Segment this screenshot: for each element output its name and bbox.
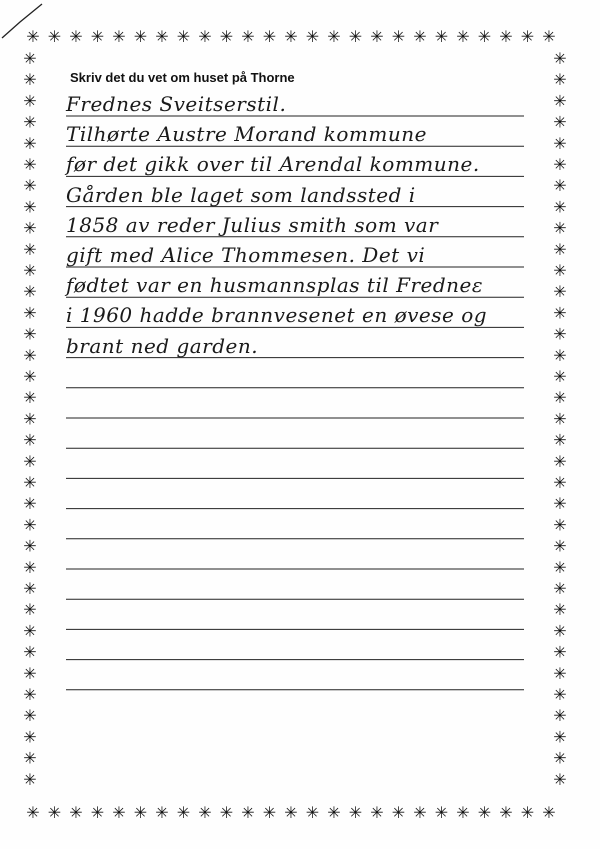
border-star-icon: ✳: [327, 27, 341, 46]
border-star-icon: ✳: [553, 155, 567, 174]
border-star-icon: ✳: [23, 451, 37, 471]
border-star-icon: ✳: [391, 803, 406, 822]
border-star-icon: ✳: [23, 536, 37, 556]
border-star-icon: ✳: [23, 494, 37, 514]
border-star-icon: ✳: [553, 473, 567, 492]
border-star-icon: ✳: [477, 803, 492, 822]
border-star-icon: ✳: [23, 345, 37, 365]
border-star-icon: ✳: [542, 803, 556, 822]
handwritten-line: gift med Alice Thommesen. Det vi: [66, 243, 426, 267]
border-star-icon: ✳: [26, 27, 40, 46]
border-star-icon: ✳: [112, 27, 126, 46]
border-star-icon: ✳: [370, 803, 384, 822]
border-star-icon: ✳: [434, 27, 449, 46]
border-star-icon: ✳: [112, 803, 126, 822]
border-star-icon: ✳: [553, 91, 567, 111]
border-star-icon: ✳: [434, 803, 449, 822]
border-star-icon: ✳: [553, 218, 567, 238]
border-star-icon: ✳: [69, 27, 83, 46]
border-star-icon: ✳: [553, 515, 567, 535]
border-star-icon: ✳: [284, 27, 298, 46]
border-star-icon: ✳: [553, 49, 567, 68]
border-star-icon: ✳: [553, 706, 567, 726]
border-star-icon: ✳: [348, 803, 363, 822]
border-star-icon: ✳: [542, 27, 556, 46]
border-star-icon: ✳: [553, 600, 567, 620]
handwritten-line: Tilhørte Austre Morand kommune: [66, 122, 427, 147]
handwritten-line: fødtet var en husmannsplas til Fredneɛ: [66, 273, 484, 298]
border-star-icon: ✳: [23, 218, 37, 238]
border-star-icon: ✳: [553, 536, 567, 556]
border-star-icon: ✳: [23, 70, 37, 90]
border-star-icon: ✳: [305, 27, 320, 46]
border-star-icon: ✳: [553, 451, 567, 471]
border-star-icon: ✳: [553, 239, 567, 259]
border-star-icon: ✳: [553, 621, 567, 641]
border-star-icon: ✳: [520, 803, 535, 822]
border-star-icon: ✳: [553, 112, 567, 132]
border-star-icon: ✳: [284, 803, 298, 822]
border-star-icon: ✳: [241, 27, 255, 46]
border-star-icon: ✳: [499, 27, 513, 46]
border-star-icon: ✳: [553, 557, 567, 577]
border-star-icon: ✳: [23, 642, 37, 662]
border-star-icon: ✳: [477, 27, 492, 46]
border-star-icon: ✳: [23, 388, 37, 408]
border-star-icon: ✳: [23, 430, 37, 450]
border-star-icon: ✳: [155, 27, 169, 46]
border-star-icon: ✳: [241, 803, 255, 822]
border-star-icon: ✳: [553, 430, 567, 450]
border-star-icon: ✳: [23, 663, 37, 683]
border-star-icon: ✳: [262, 27, 277, 46]
border-star-icon: ✳: [23, 769, 37, 789]
border-star-icon: ✳: [23, 367, 37, 386]
border-star-icon: ✳: [553, 176, 567, 196]
border-star-icon: ✳: [198, 803, 212, 822]
border-star-icon: ✳: [23, 49, 37, 68]
border-star-icon: ✳: [219, 803, 234, 822]
handwritten-line: i 1960 hadde brannvesenet en øvese og: [66, 303, 488, 328]
border-star-icon: ✳: [23, 261, 37, 280]
handwritten-line: 1858 av reder Julius smith som var: [66, 212, 439, 237]
border-star-icon: ✳: [23, 133, 37, 153]
handwritten-line: Frednes Sveitserstil.: [66, 92, 287, 116]
border-star-icon: ✳: [23, 176, 37, 196]
border-star-icon: ✳: [90, 803, 105, 822]
border-star-icon: ✳: [553, 663, 567, 683]
border-star-icon: ✳: [133, 27, 148, 46]
border-star-icon: ✳: [23, 324, 37, 344]
border-star-icon: ✳: [23, 409, 37, 429]
border-star-icon: ✳: [23, 706, 37, 726]
border-star-icon: ✳: [553, 685, 567, 704]
border-star-icon: ✳: [553, 727, 567, 747]
worksheet-prompt: Skriv det du vet om huset på Thorne: [70, 70, 295, 85]
handwritten-line: Gården ble laget som landssted i: [66, 182, 416, 207]
handwritten-line: brant ned garden.: [66, 333, 259, 358]
border-star-icon: ✳: [520, 27, 535, 46]
border-star-icon: ✳: [155, 803, 169, 822]
border-star-icon: ✳: [262, 803, 277, 822]
border-star-icon: ✳: [370, 27, 384, 46]
border-star-icon: ✳: [23, 91, 37, 111]
border-star-icon: ✳: [23, 600, 37, 620]
border-star-icon: ✳: [133, 803, 148, 822]
border-star-icon: ✳: [553, 494, 567, 514]
border-star-icon: ✳: [23, 727, 37, 747]
border-star-icon: ✳: [23, 515, 37, 535]
border-star-icon: ✳: [553, 345, 567, 365]
border-star-icon: ✳: [553, 133, 567, 153]
border-star-icon: ✳: [553, 197, 567, 217]
border-star-icon: ✳: [553, 70, 567, 90]
border-star-icon: ✳: [26, 803, 40, 822]
border-star-icon: ✳: [391, 27, 406, 46]
border-star-icon: ✳: [553, 388, 567, 408]
border-star-icon: ✳: [553, 748, 567, 768]
border-star-icon: ✳: [305, 803, 320, 822]
border-star-icon: ✳: [456, 803, 470, 822]
border-star-icon: ✳: [23, 473, 37, 492]
border-star-icon: ✳: [23, 621, 37, 641]
border-star-icon: ✳: [90, 27, 105, 46]
border-star-icon: ✳: [23, 685, 37, 704]
border-star-icon: ✳: [553, 769, 567, 789]
border-star-icon: ✳: [553, 282, 567, 302]
border-star-icon: ✳: [219, 27, 234, 46]
border-star-icon: ✳: [413, 27, 427, 46]
handwritten-line: før det gikk over til Arendal kommune.: [66, 152, 480, 177]
border-star-icon: ✳: [23, 155, 37, 174]
border-star-icon: ✳: [198, 27, 212, 46]
border-star-icon: ✳: [456, 27, 470, 46]
border-star-icon: ✳: [499, 803, 513, 822]
border-star-icon: ✳: [553, 579, 567, 598]
border-star-icon: ✳: [327, 803, 341, 822]
border-star-icon: ✳: [23, 579, 37, 598]
border-star-icon: ✳: [553, 303, 567, 323]
border-star-icon: ✳: [413, 803, 427, 822]
border-star-icon: ✳: [69, 803, 83, 822]
border-star-icon: ✳: [553, 642, 567, 662]
border-star-icon: ✳: [553, 367, 567, 386]
border-star-icon: ✳: [553, 409, 567, 429]
border-star-icon: ✳: [23, 748, 37, 768]
border-star-icon: ✳: [23, 239, 37, 259]
border-star-icon: ✳: [47, 803, 62, 822]
border-star-icon: ✳: [23, 282, 37, 302]
border-star-icon: ✳: [553, 324, 567, 344]
border-star-icon: ✳: [23, 303, 37, 323]
border-star-icon: ✳: [553, 261, 567, 280]
border-star-icon: ✳: [176, 803, 191, 822]
border-star-icon: ✳: [23, 197, 37, 217]
border-star-icon: ✳: [23, 557, 37, 577]
border-star-icon: ✳: [47, 27, 62, 46]
border-star-icon: ✳: [23, 112, 37, 132]
border-star-icon: ✳: [348, 27, 363, 46]
border-star-icon: ✳: [176, 27, 191, 46]
